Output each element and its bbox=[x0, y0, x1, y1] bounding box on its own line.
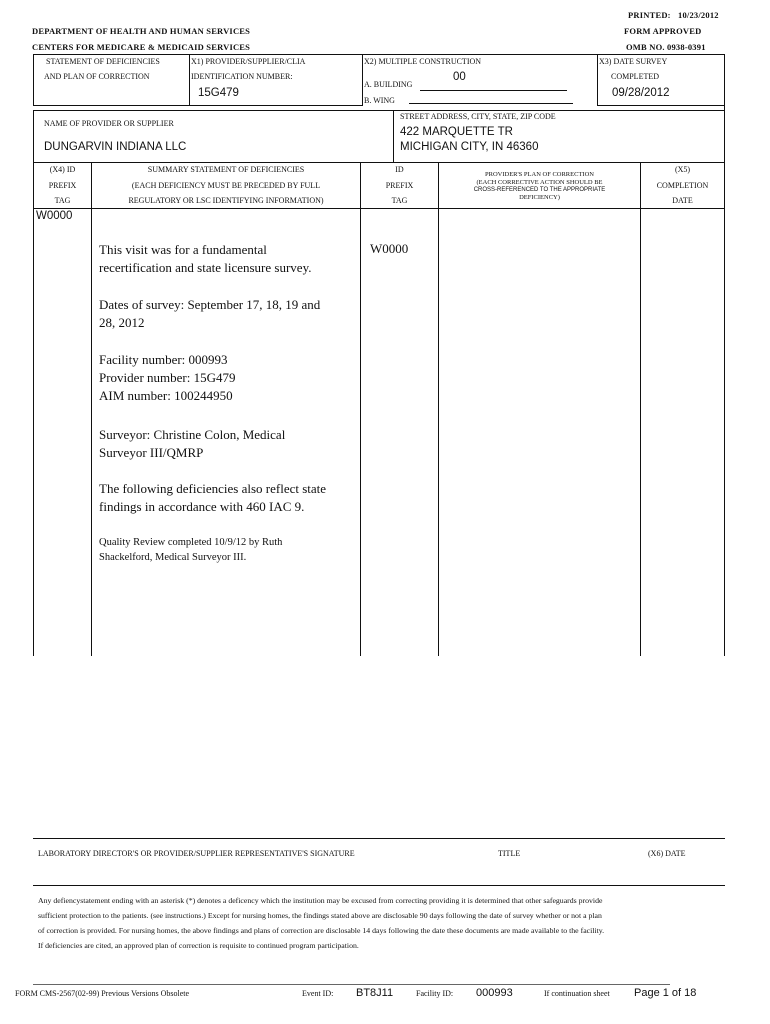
printed-label: PRINTED: bbox=[628, 10, 671, 20]
statement-label-2: AND PLAN OF CORRECTION bbox=[44, 72, 150, 81]
x2-building-label: A. BUILDING bbox=[364, 80, 413, 89]
survey-date-value: 09/28/2012 bbox=[612, 87, 670, 99]
para-visit: This visit was for a fundamental recertification and state licensure survey. bbox=[99, 242, 312, 275]
provider-box-divider bbox=[393, 110, 394, 162]
box-bottom-left bbox=[33, 105, 363, 106]
col-line-0 bbox=[33, 162, 34, 656]
x6-date-label: (X6) DATE bbox=[648, 849, 686, 858]
id-header-3: TAG bbox=[391, 196, 408, 205]
omb-number: OMB NO. 0938-0391 bbox=[626, 42, 706, 52]
title-label: TITLE bbox=[498, 849, 521, 858]
para-deficiencies: The following deficiencies also reflect state findings in accordance with 460 IAC 9. bbox=[99, 481, 327, 514]
col-line-1 bbox=[91, 162, 92, 656]
x5-header-3: DATE bbox=[672, 196, 693, 205]
provider-name: DUNGARVIN INDIANA LLC bbox=[44, 141, 187, 153]
signature-bottom-line bbox=[33, 885, 725, 886]
provider-number: Provider number: 15G479 bbox=[99, 370, 236, 385]
box-bottom-right bbox=[597, 105, 725, 106]
x3-label-2: COMPLETED bbox=[611, 72, 659, 81]
plan-header-4: DEFICIENCY) bbox=[519, 194, 560, 201]
page-number: Page 1 of 18 bbox=[634, 987, 697, 999]
provider-box-top bbox=[33, 110, 393, 111]
quality-review: Quality Review completed 10/9/12 by Ruth Shackelford, Medical Surveyor III. bbox=[99, 537, 283, 563]
statement-label-1: STATEMENT OF DEFICIENCIES bbox=[46, 57, 160, 66]
address-box-top bbox=[393, 110, 725, 111]
facility-id-value: 000993 bbox=[476, 987, 513, 999]
x4-header-1: (X4) ID bbox=[49, 165, 76, 174]
summary-header-2: (EACH DEFICIENCY MUST BE PRECEDED BY FULL bbox=[131, 181, 321, 190]
x2-wing-label: B. WING bbox=[364, 96, 395, 105]
signature-label: LABORATORY DIRECTOR'S OR PROVIDER/SUPPLIER REPRESENTATIVE'S SIGNATURE bbox=[38, 849, 355, 858]
plan-header-2: (EACH CORRECTIVE ACTION SHOULD BE bbox=[476, 179, 603, 186]
columns-header-bottom bbox=[33, 208, 725, 209]
building-underline bbox=[420, 90, 567, 91]
x2-label: X2) MULTIPLE CONSTRUCTION bbox=[364, 57, 482, 66]
facility-id-label: Facility ID: bbox=[416, 989, 454, 998]
x1-label-2: IDENTIFICATION NUMBER: bbox=[191, 72, 293, 81]
box-divider-1 bbox=[189, 54, 190, 106]
event-id-label: Event ID: bbox=[302, 989, 334, 998]
x3-label-1: X3) DATE SURVEY bbox=[599, 57, 668, 66]
top-border bbox=[33, 54, 725, 55]
col-line-4 bbox=[640, 162, 641, 656]
id-header-2: PREFIX bbox=[385, 181, 414, 190]
summary-header-3: REGULATORY OR LSC IDENTIFYING INFORMATION) bbox=[128, 196, 324, 205]
right-tag: W0000 bbox=[370, 241, 409, 256]
box-right-border bbox=[724, 54, 725, 162]
x5-header-1: (X5) bbox=[674, 165, 691, 174]
centers-title: CENTERS FOR MEDICARE & MEDICAID SERVICES bbox=[32, 42, 251, 52]
address-label: STREET ADDRESS, CITY, STATE, ZIP CODE bbox=[400, 112, 556, 121]
x5-header-2: COMPLETION bbox=[656, 181, 709, 190]
para-dates: Dates of survey: September 17, 18, 19 and 28, 2012 bbox=[99, 297, 321, 330]
department-title: DEPARTMENT OF HEALTH AND HUMAN SERVICES bbox=[32, 26, 251, 36]
signature-top-line bbox=[33, 838, 725, 839]
provider-id-value: 15G479 bbox=[198, 87, 239, 99]
provider-box-left bbox=[33, 110, 34, 162]
form-number: FORM CMS-2567(02-99) Previous Versions Obsolete bbox=[15, 989, 190, 998]
x1-label-1: X1) PROVIDER/SUPPLIER/CLIA bbox=[191, 57, 306, 66]
aim-number: AIM number: 100244950 bbox=[99, 388, 233, 403]
columns-top bbox=[33, 162, 725, 163]
plan-header-3: CROSS-REFERENCED TO THE APPROPRIATE bbox=[473, 187, 606, 193]
continuation-label: If continuation sheet bbox=[544, 989, 610, 998]
event-id-value: BT8J11 bbox=[356, 987, 394, 999]
address-line-2: MICHIGAN CITY, IN 46360 bbox=[400, 141, 539, 153]
left-tag: W0000 bbox=[36, 210, 73, 222]
box-divider-3 bbox=[597, 54, 598, 106]
printed-date: 10/23/2012 bbox=[678, 10, 719, 20]
id-header-1: ID bbox=[395, 165, 404, 174]
form-approved: FORM APPROVED bbox=[624, 26, 702, 36]
box-divider-2 bbox=[362, 54, 363, 106]
surveyor: Surveyor: Christine Colon, Medical Surveyor III/QMRP bbox=[99, 427, 286, 460]
address-line-1: 422 MARQUETTE TR bbox=[400, 126, 513, 138]
wing-underline bbox=[409, 103, 573, 104]
col-line-5 bbox=[724, 162, 725, 656]
summary-header-1: SUMMARY STATEMENT OF DEFICIENCIES bbox=[147, 165, 305, 174]
x4-header-3: TAG bbox=[54, 196, 71, 205]
building-value: 00 bbox=[453, 71, 466, 83]
box-left-border bbox=[33, 54, 34, 106]
facility-number: Facility number: 000993 bbox=[99, 352, 228, 367]
plan-header-1: PROVIDER'S PLAN OF CORRECTION bbox=[485, 171, 594, 178]
provider-name-label: NAME OF PROVIDER OR SUPPLIER bbox=[44, 119, 174, 128]
footer-line bbox=[33, 984, 670, 985]
disclaimer: Any defiencystatement ending with an asterisk (*) denotes a deficency which the institution may be excused from correcting providing it is determined that other safeguards provide sufficient protection to the patients. (see instructions.) Except for nursing homes, the findings stated above are disclosable 90 days following the date of survey whether or not a plan of correction is provided. For nursing homes, the above findings and plans of correction are disclosable 14 days following the date these documents are made available to the facility. If deficiencies are cited, an approved plan of correction is requisite to continued program participation. bbox=[38, 896, 605, 950]
col-line-2 bbox=[360, 162, 361, 656]
col-line-3 bbox=[438, 162, 439, 656]
x4-header-2: PREFIX bbox=[48, 181, 77, 190]
